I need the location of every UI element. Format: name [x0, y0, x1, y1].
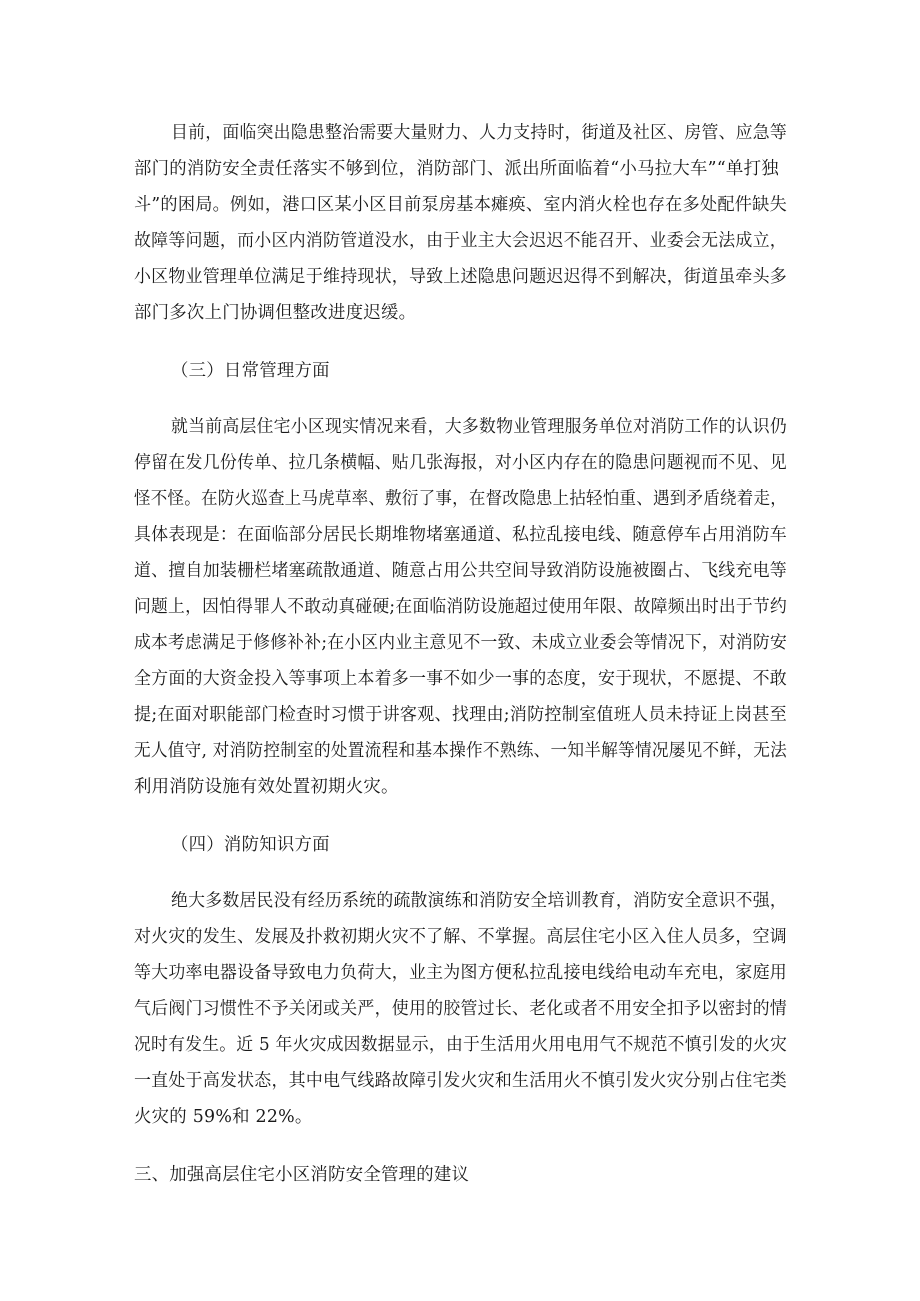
- paragraph-line: 况时有发生。近 5 年火灾成因数据显示，由于生活用火用电用气不规范不慎引发的火灾: [134, 1035, 788, 1055]
- chapter-heading: 三、加强高层住宅小区消防安全管理的建议: [134, 1165, 470, 1185]
- paragraph-line: 部门多次上门协调但整改进度迟缓。: [134, 303, 417, 323]
- paragraph-line: 故障等问题，而小区内消防管道没水，由于业主大会迟迟不能召开、业委会无法成立，: [134, 231, 787, 251]
- paragraph-line: 无人值守, 对消防控制室的处置流程和基本操作不熟练、一知半解等情况屡见不鲜，无法: [134, 741, 787, 761]
- paragraph-line: 等大功率电器设备导致电力负荷大，业主为图方便私拉乱接电线给电动车充电，家庭用: [134, 963, 787, 983]
- paragraph-line: 利用消防设施有效处置初期火灾。: [134, 777, 399, 797]
- section-heading: （三）日常管理方面: [171, 361, 330, 381]
- paragraph-line: 具体表现是：在面临部分居民长期堆物堵塞通道、私拉乱接电线、随意停车占用消防车: [134, 525, 787, 545]
- paragraph-line: 小区物业管理单位满足于维持现状，导致上述隐患问题迟迟得不到解决，街道虽牵头多: [134, 267, 787, 287]
- paragraph-line: 斗”的困局。例如，港口区某小区目前泵房基本瘫痪、室内消火栓也存在多处配件缺失: [134, 195, 787, 215]
- paragraph-line: 就当前高层住宅小区现实情况来看，大多数物业管理服务单位对消防工作的认识仍: [171, 417, 788, 437]
- paragraph-line: 成本考虑满足于修修补补;在小区内业主意见不一致、未成立业委会等情况下，对消防安: [134, 633, 787, 653]
- paragraph-line: 停留在发几份传单、拉几条横幅、贴几张海报，对小区内存在的隐患问题视而不见、见: [134, 453, 787, 473]
- paragraph-line: 一直处于高发状态，其中电气线路故障引发火灾和生活用火不慎引发火灾分别占住宅类: [134, 1071, 787, 1091]
- paragraph-line: 火灾的 59%和 22%。: [134, 1107, 313, 1127]
- paragraph-line: 部门的消防安全责任落实不够到位，消防部门、派出所面临着“小马拉大车”“单打独: [134, 159, 779, 179]
- paragraph-line: 全方面的大资金投入等事项上本着多一事不如少一事的态度，安于现状，不愿提、不敢: [134, 669, 787, 689]
- paragraph-line: 道、擅自加装栅栏堵塞疏散通道、随意占用公共空间导致消防设施被圈占、飞线充电等: [134, 561, 787, 581]
- paragraph-line: 问题上，因怕得罪人不敢动真碰硬;在面临消防设施超过使用年限、故障频出时出于节约: [134, 597, 787, 617]
- paragraph-line: 绝大多数居民没有经历系统的疏散演练和消防安全培训教育，消防安全意识不强，: [171, 891, 788, 911]
- paragraph-line: 目前，面临突出隐患整治需要大量财力、人力支持时，街道及社区、房管、应急等: [171, 123, 788, 143]
- paragraph-line: 气后阀门习惯性不予关闭或关严，使用的胶管过长、老化或者不用安全扣予以密封的情: [134, 999, 787, 1019]
- paragraph-line: 怪不怪。在防火巡查上马虎草率、敷衍了事，在督改隐患上拈轻怕重、遇到矛盾绕着走，: [134, 489, 787, 509]
- paragraph-line: 提;在面对职能部门检查时习惯于讲客观、找理由;消防控制室值班人员未持证上岗甚至: [134, 705, 787, 725]
- section-heading: （四）消防知识方面: [171, 835, 330, 855]
- paragraph-line: 对火灾的发生、发展及扑救初期火灾不了解、不掌握。高层住宅小区入住人员多，空调: [134, 927, 787, 947]
